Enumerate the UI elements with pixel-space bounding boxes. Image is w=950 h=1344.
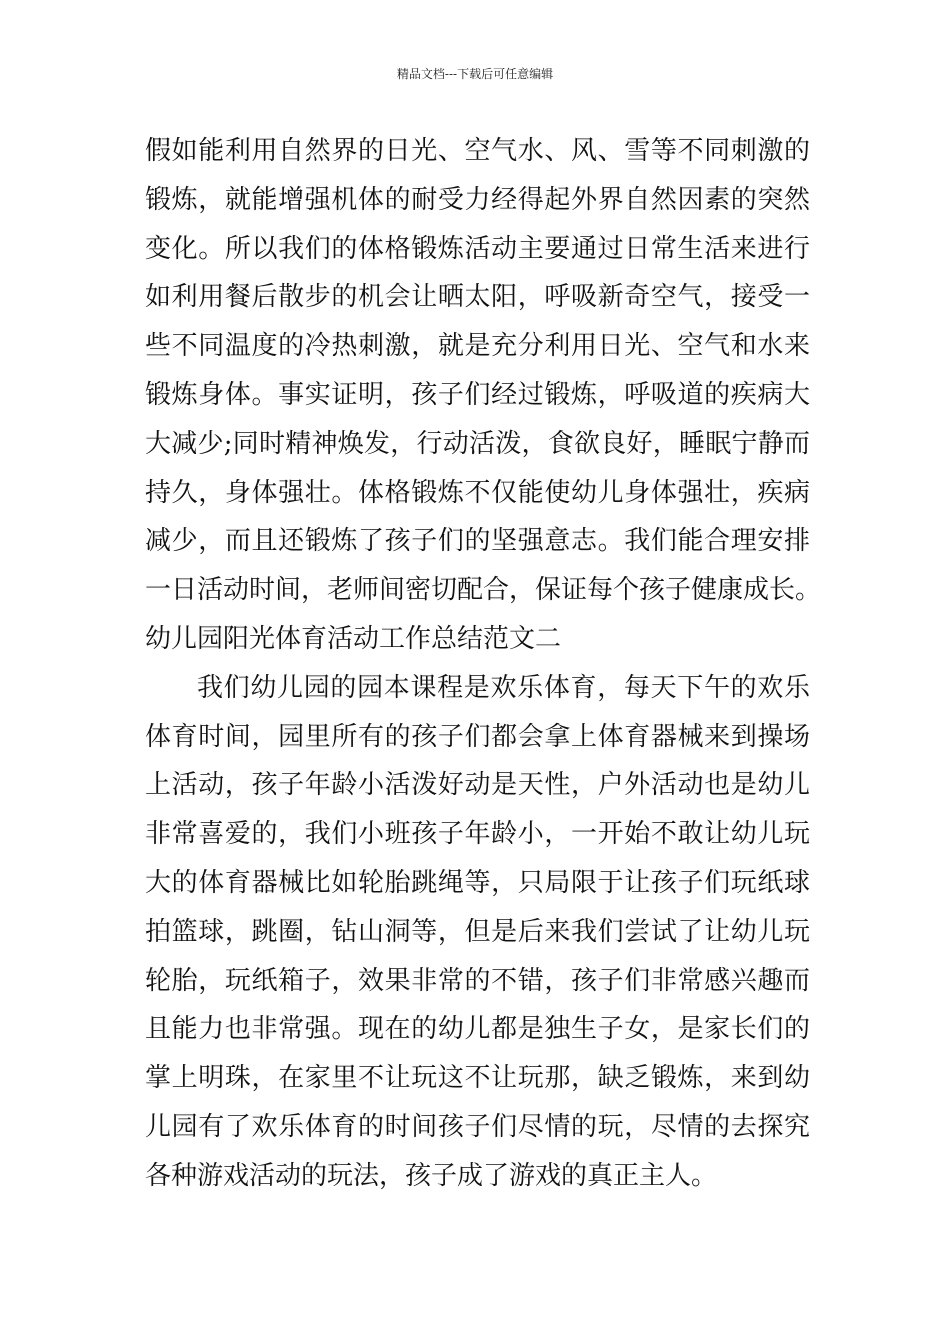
text-line: 锻炼身体。事实证明，孩子们经过锻炼，呼吸道的疾病大: [145, 379, 810, 410]
document-body: [145, 127, 822, 1201]
text-line: 体育时间，园里所有的孩子们都会拿上体育器械来到操场: [145, 721, 810, 752]
text-line: 一日活动时间，老师间密切配合，保证每个孩子健康成长。: [145, 575, 822, 606]
page-header: 精品文档---下载后可任意编辑: [396, 67, 554, 81]
paragraph-2: [145, 664, 810, 1201]
text-line: 如利用餐后散步的机会让晒太阳，呼吸新奇空气，接受一: [145, 282, 810, 313]
text-line: 拍篮球，跳圈，钻山洞等，但是后来我们尝试了让幼儿玩: [145, 916, 810, 947]
text-line: 些不同温度的冷热刺激，就是充分利用日光、空气和水来: [145, 331, 810, 362]
text-line: 锻炼，就能增强机体的耐受力经得起外界自然因素的突然: [145, 184, 810, 215]
text-line: 大的体育器械比如轮胎跳绳等，只局限于让孩子们玩纸球: [145, 867, 810, 898]
text-line: 且能力也非常强。现在的幼儿都是独生子女，是家长们的: [145, 1014, 810, 1045]
text-line: 变化。所以我们的体格锻炼活动主要通过日常生活来进行: [145, 233, 810, 264]
text-line: 轮胎，玩纸箱子，效果非常的不错，孩子们非常感兴趣而: [145, 965, 810, 996]
text-line: 掌上明珠，在家里不让玩这不让玩那，缺乏锻炼，来到幼: [145, 1063, 810, 1094]
text-line: 我们幼儿园的园本课程是欢乐体育，每天下午的欢乐: [197, 672, 810, 703]
text-line: 大减少;同时精神焕发，行动活泼，食欲良好，睡眠宁静而: [145, 428, 810, 459]
paragraph-1: [145, 127, 822, 615]
text-line: 上活动，孩子年龄小活泼好动是天性，户外活动也是幼儿: [145, 770, 810, 801]
text-line: 儿园有了欢乐体育的时间孩子们尽情的玩，尽情的去探究: [145, 1111, 810, 1142]
text-line: 非常喜爱的，我们小班孩子年龄小，一开始不敢让幼儿玩: [145, 819, 810, 850]
text-line: 假如能利用自然界的日光、空气水、风、雪等不同刺激的: [145, 136, 810, 166]
text-line: 减少，而且还锻炼了孩子们的坚强意志。我们能合理安排: [145, 526, 810, 557]
text-line: 各种游戏活动的玩法，孩子成了游戏的真正主人。: [145, 1160, 718, 1191]
section-heading: 幼儿园阳光体育活动工作总结范文二: [145, 623, 562, 654]
text-line: 持久，身体强壮。体格锻炼不仅能使幼儿身体强壮，疾病: [145, 477, 810, 508]
